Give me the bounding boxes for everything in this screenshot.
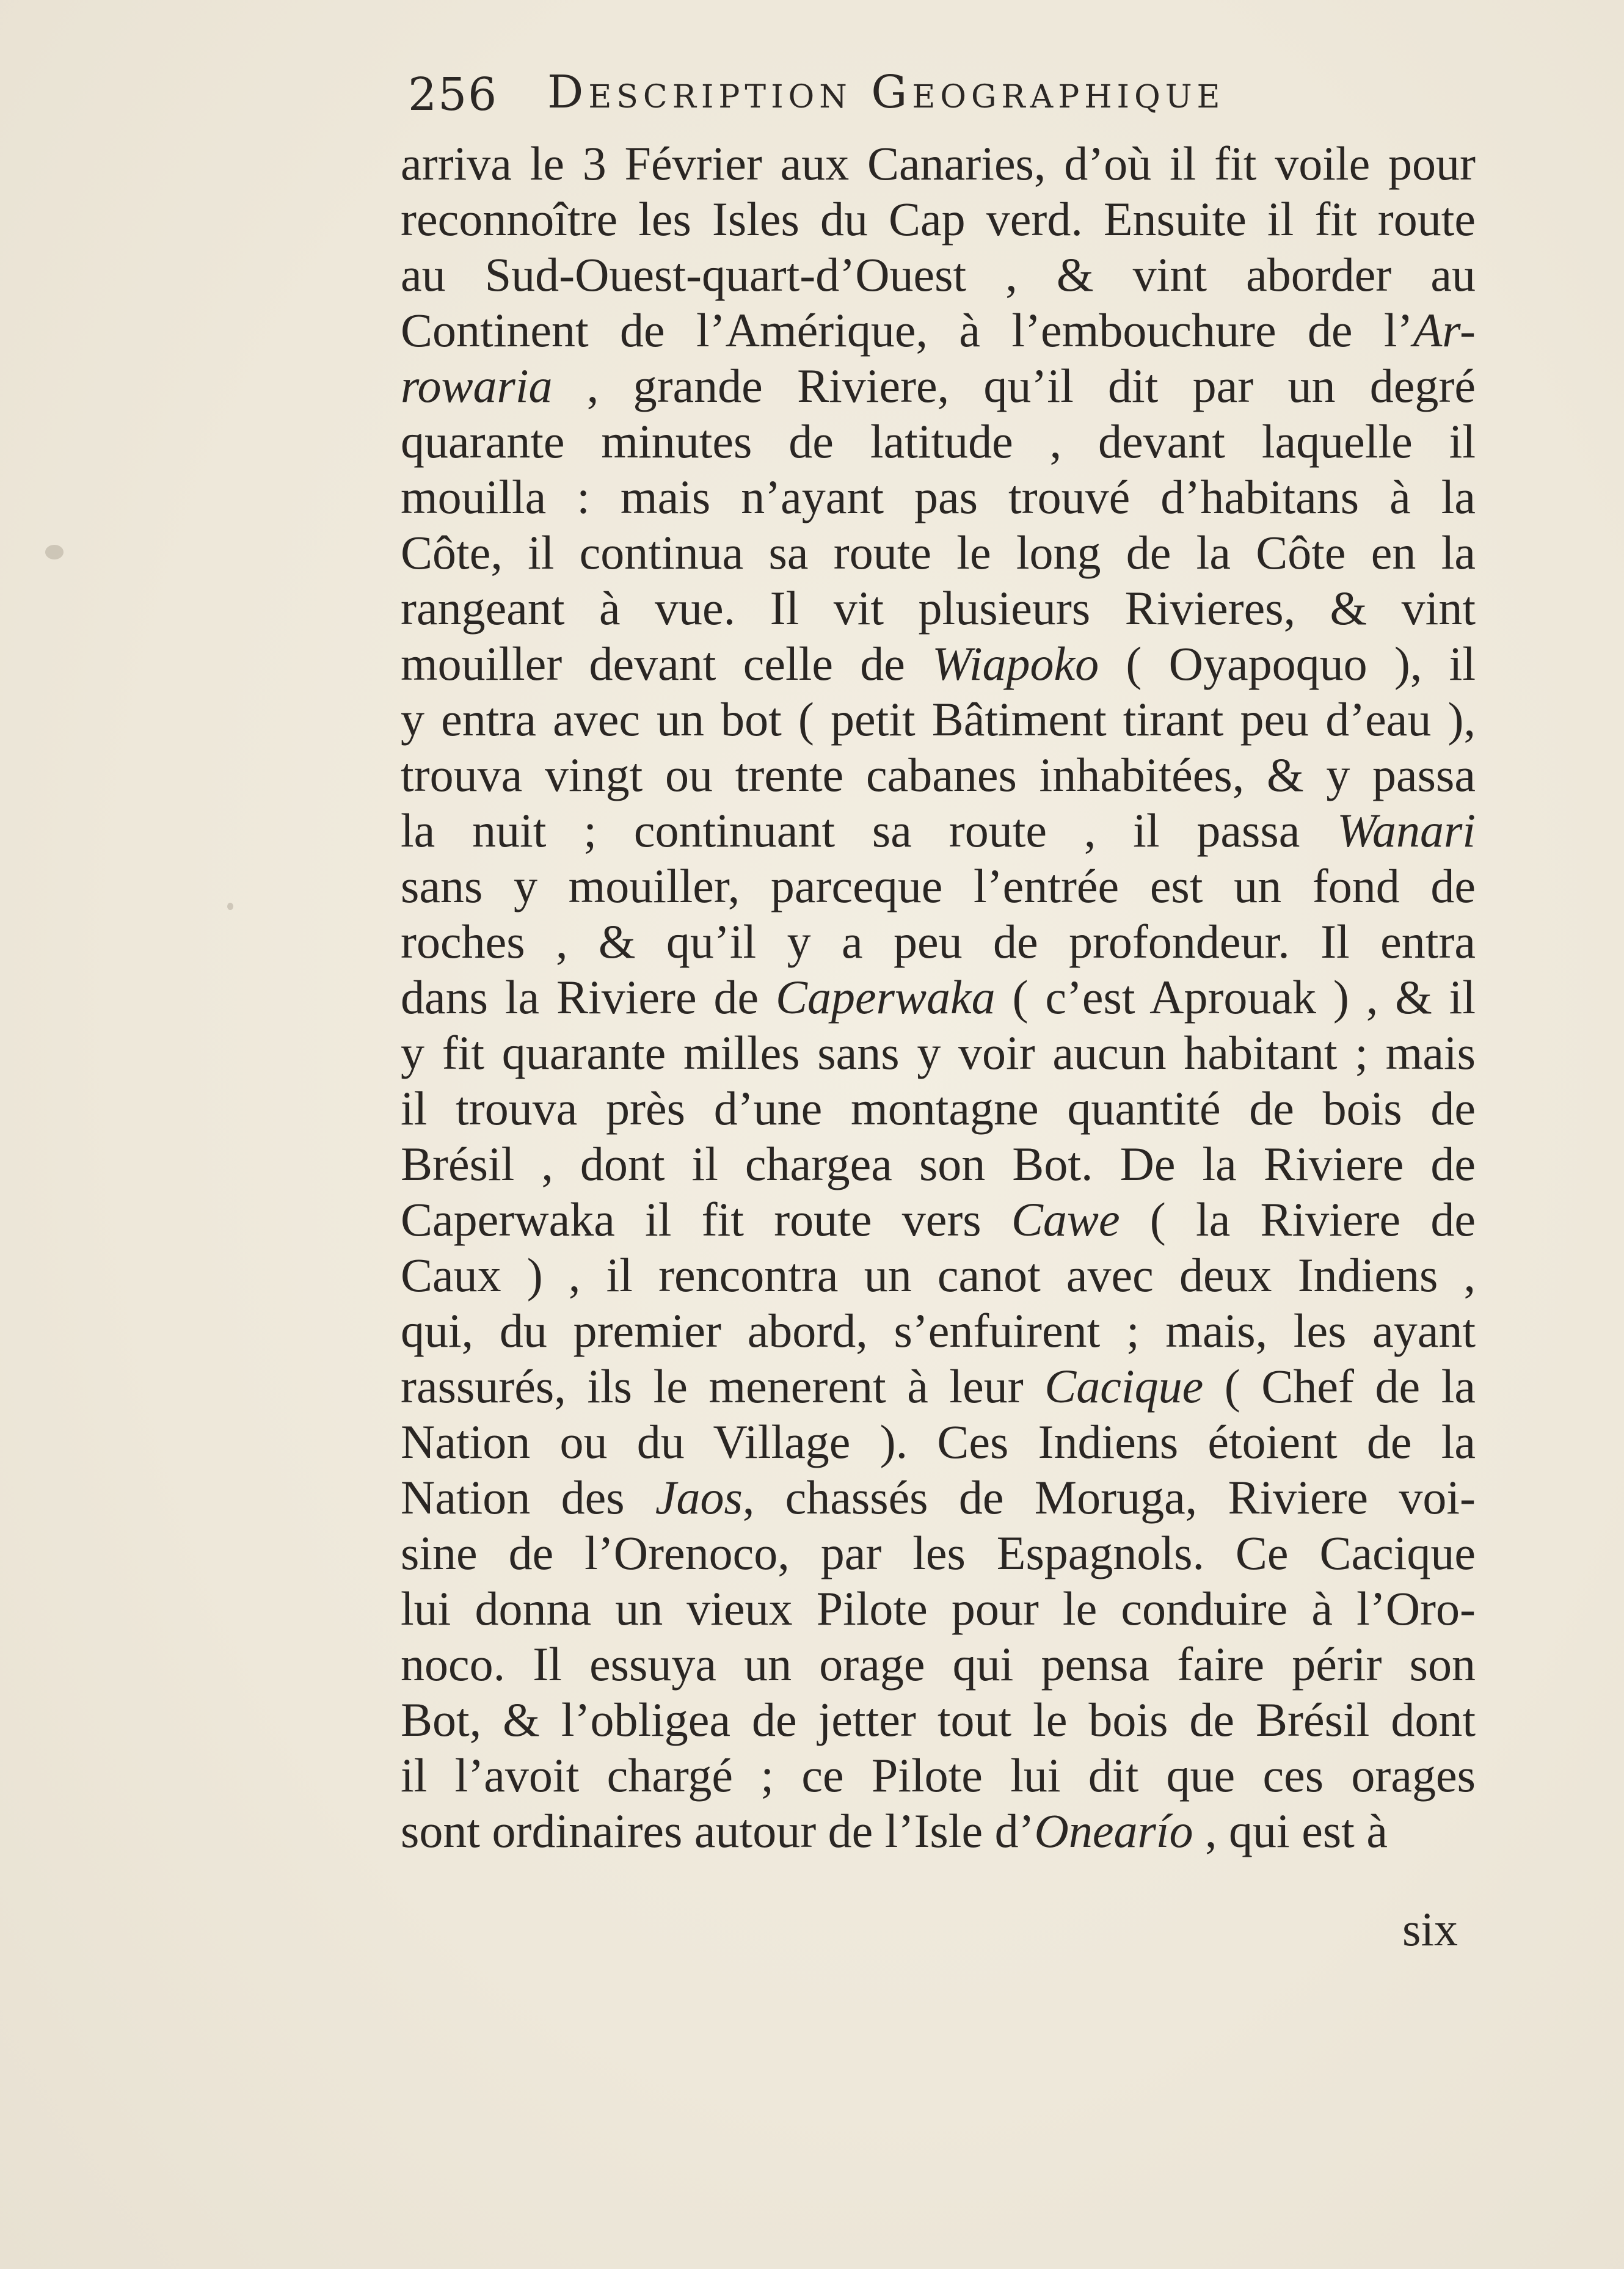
text-segment: lui donna un vieux Pilote pour le conduire à l’Oro- [401, 1582, 1476, 1635]
italic-text: Jaos [655, 1471, 743, 1524]
text-segment: mouiller devant celle de [401, 637, 933, 690]
text-line [401, 1747, 1476, 1803]
text-segment: ( Chef de la [1203, 1360, 1476, 1413]
text-segment: sine de l’Orenoco, par les Espagnols. Ce Cacique [401, 1526, 1476, 1579]
text-line [401, 914, 1476, 969]
text-line [401, 1470, 1476, 1525]
text-segment: roches , & qu’il y a peu de profondeur. Il entra [401, 915, 1476, 968]
text-segment: rassurés, ils le menerent à leur [401, 1360, 1045, 1413]
text-line [401, 302, 1476, 358]
text-line [401, 525, 1476, 580]
text-line [401, 691, 1476, 747]
catchword: six [1402, 1903, 1458, 1956]
text-line [401, 1692, 1476, 1747]
text-segment: mouilla : mais n’ayant pas trouvé d’habitans à la [401, 470, 1476, 523]
text-segment: la nuit ; continuant sa route , il passa [401, 804, 1338, 857]
italic-text: Caperwaka [775, 971, 996, 1024]
text-segment: Brésil , dont il chargea son Bot. De la Riviere de [401, 1137, 1476, 1190]
text-line [401, 1247, 1476, 1303]
paper-speck [227, 903, 233, 910]
text-line [401, 1803, 1476, 1859]
text-segment: ( c’est Aprouak ) , & il [995, 971, 1476, 1024]
paper-stain [45, 545, 64, 559]
text-segment: Caux ) , il rencontra un canot avec deux Indiens , [401, 1248, 1476, 1302]
text-line [401, 1192, 1476, 1247]
text-line [401, 413, 1476, 469]
text-segment: sont ordinaires autour de l’Isle d’ [401, 1804, 1035, 1857]
italic-text: Onearío [1034, 1804, 1193, 1857]
text-segment: au Sud-Ouest-quart-d’Ouest , & vint aborder au [401, 248, 1476, 301]
text-segment: qui, du premier abord, s’enfuirent ; mais, les ayant [401, 1304, 1476, 1357]
text-segment: Nation ou du Village ). Ces Indiens étoient de la [401, 1415, 1476, 1468]
text-line [401, 469, 1476, 525]
text-line [401, 969, 1476, 1025]
text-line [401, 580, 1476, 636]
text-segment: il trouva près d’une montagne quantité de bois de [401, 1082, 1476, 1135]
text-line [401, 1358, 1476, 1414]
italic-text: rowaria [401, 359, 553, 412]
italic-text: Wiapoko [932, 637, 1099, 690]
text-segment: y entra avec un bot ( petit Bâtiment tirant peu d’eau ), [401, 693, 1476, 746]
text-line [401, 1136, 1476, 1192]
text-segment: ( Oyapoquo ), il [1099, 637, 1476, 690]
italic-text: Wanari [1337, 804, 1476, 857]
text-segment: Bot, & l’obligea de jetter tout le bois de Brésil dont [401, 1693, 1476, 1746]
text-segment: Nation des [401, 1471, 655, 1524]
text-line [401, 1025, 1476, 1080]
text-line [401, 247, 1476, 302]
text-segment: sans y mouiller, parceque l’entrée est un fond de [401, 859, 1476, 912]
text-line [401, 1080, 1476, 1136]
text-segment: , grande Riviere, qu’il dit par un degré [552, 359, 1476, 412]
text-line [401, 1581, 1476, 1636]
text-segment: dans la Riviere de [401, 971, 776, 1024]
text-line [401, 636, 1476, 691]
text-line [401, 803, 1476, 858]
text-segment: , chassés de Moruga, Riviere voi- [742, 1471, 1476, 1524]
text-segment: noco. Il essuya un orage qui pensa faire périr son [401, 1637, 1476, 1691]
text-line [401, 136, 1476, 191]
text-line [401, 858, 1476, 914]
text-segment: Caperwaka il fit route vers [401, 1193, 1011, 1246]
text-segment: Continent de l’Amérique, à l’embouchure de l’ [401, 304, 1413, 357]
running-title: Description Geographique [547, 66, 1225, 118]
text-line [401, 747, 1476, 803]
text-segment: il l’avoit chargé ; ce Pilote lui dit que ces orages [401, 1749, 1476, 1802]
text-segment: , qui est à [1193, 1804, 1388, 1857]
page-header [408, 66, 1361, 133]
text-line [401, 1414, 1476, 1470]
body-text [401, 136, 1476, 1859]
text-line [401, 1525, 1476, 1581]
text-segment: Côte, il continua sa route le long de la Côte en la [401, 526, 1476, 579]
text-line [401, 1636, 1476, 1692]
text-segment: trouva vingt ou trente cabanes inhabitées, & y passa [401, 748, 1476, 801]
italic-text: Cacique [1044, 1360, 1204, 1413]
text-line [401, 1303, 1476, 1358]
text-segment: reconnoître les Isles du Cap verd. Ensuite il fit route [401, 192, 1476, 246]
text-line [401, 191, 1476, 247]
text-segment: rangeant à vue. Il vit plusieurs Rivieres, & vint [401, 581, 1476, 635]
text-line [401, 358, 1476, 413]
page-number: 256 [408, 68, 498, 121]
italic-text: Cawe [1011, 1193, 1120, 1246]
text-segment: arriva le 3 Février aux Canaries, d’où il fit voile pour [401, 137, 1476, 190]
text-segment: ( la Riviere de [1120, 1193, 1476, 1246]
text-segment: y fit quarante milles sans y voir aucun habitant ; mais [401, 1026, 1476, 1079]
italic-text: Ar- [1413, 304, 1476, 357]
text-segment: quarante minutes de latitude , devant laquelle il [401, 415, 1476, 468]
